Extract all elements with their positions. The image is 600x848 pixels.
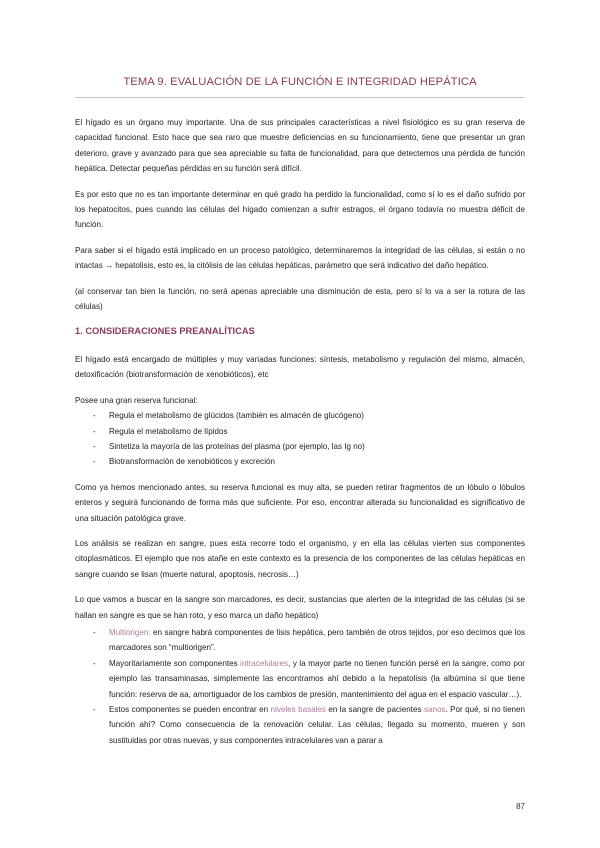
list-item-text: . Por qué, si no tienen función ahí? Como consecuencia de la renovación celular. Las células, llegado su momento, mueren y son sustituidas por otras nuevas, y sus componentes intracelulares van a parar a (109, 705, 525, 745)
list-item: - Regula el metabolismo de lípidos (95, 424, 525, 439)
page-number: 87 (516, 802, 525, 811)
list-item (95, 625, 525, 656)
list-item-text: Mayoritariamente son componentes (109, 658, 241, 668)
paragraph-intro-3: Para saber si el hígado está implicado en un proceso patológico, determinaremos la integridad de las células, si están o no intactas → hepatolisis, esto es, la citólisis de las células hepáticas, parámetro que será indicativo del daño hepático. (75, 245, 525, 271)
highlight-sanos: sanos (423, 705, 446, 714)
list-item: - Sintetiza la mayoría de las proteínas del plasma (por ejemplo, las Ig no) (95, 439, 525, 454)
highlight-niveles-basales: niveles basales (270, 705, 326, 714)
list-item-text: en sangre habrá componentes de lisis hepática, pero también de otros tejidos, por eso decimos que los marcadores son “multiorigen”. (109, 627, 525, 653)
list-item-text: Estos componentes se pueden encontrar en (109, 705, 271, 714)
markers-list (75, 625, 525, 748)
document-body (75, 115, 525, 758)
paragraph-intro-2: Es por esto que no es tan importante determinar en qué grado ha perdido la funcionalidad, como sí lo es el daño sufrido por los hepatocitos, pues cuando las células del hígado comienzan a sufrir estragos, el órgano todavía no muestra déficit de función. (75, 189, 525, 230)
list-item (95, 656, 525, 702)
paragraph-intro-4: (al conservar tan bien la función, no será apenas apreciable una disminución de esta, pero sí lo va a ser la rotura de las células) (75, 286, 525, 312)
highlight-intracelulares: intracelulares (240, 658, 289, 668)
paragraph-markers: Lo que vamos a buscar en la sangre son marcadores, es decir, sustancias que alerten de la integridad de las células (si se hallan en sangre es que se han roto, y eso marca un daño hepático) (75, 595, 525, 620)
page-title: TEMA 9. EVALUACIÓN DE LA FUNCIÓN E INTEGRIDAD HEPÁTICA (123, 76, 477, 88)
list-item: - Biotransformación de xenobióticos y excreción (95, 454, 525, 469)
paragraph-functions: El hígado está encargado de múltiples y muy variadas funciones: síntesis, metabolismo y regulación del mismo, almacén, detoxificación (biotransformación de xenobióticos), etc (75, 354, 525, 380)
paragraph-blood-analysis: Los análisis se realizan en sangre, pues esta recorre todo el organismo, y en ella las células vierten sus componentes citoplasmáticos. El ejemplo que nos atañe en este contexto es la presencia de los componentes de las células hepáticas en sangre cuando se lisan (muerte natural, apoptosis, necrosis…) (75, 538, 525, 579)
list-item (95, 702, 525, 748)
paragraph-reserve: Como ya hemos mencionado antes, su reserva funcional es muy alta, se pueden retirar fragmentos de un lóbulo o lóbulos enteros y seguirá funcionando de forma más que suficiente. Por eso, encontrar alterada su funcionalidad es significativo de una situación patológica grave. (75, 482, 525, 523)
list-item-text: en la sangre de pacientes (325, 705, 424, 714)
list-intro: Posee una gran reserva funcional: (75, 395, 198, 405)
list-item-text: , y la mayor parte no tienen función persé en la sangre, como por ejemplo las transaminasas, simplemente las encontramos ahí debido a la hepatolisis (la albúmina sí que tiene función: reserva de aa, amortiguador de los cambios de presión, mantenimiento del agua en el espacio vascular…). (109, 658, 525, 699)
list-item: - Regula el metabolismo de glúcidos (también es almacén de glucógeno) (95, 408, 525, 423)
functions-list (75, 408, 525, 470)
highlight-multiorigen: Multiorigen: (109, 627, 151, 637)
title-divider (75, 97, 525, 98)
section-heading: 1. CONSIDERACIONES PREANALÍTICAS (75, 326, 255, 337)
paragraph-intro-1: El hígado es un órgano muy importante. Una de sus principales características a nivel fisiológico es su gran reserva de capacidad funcional. Esto hace que sea raro que muestre deficiencias en su funcionamiento, tiene que presentar un gran deterioro, grave y avanzado para que sea apreciable su falta de funcionalidad, para que detectemos una pérdida de función hepática. Detectar pequeñas pérdidas en su función será difícil. (75, 118, 525, 174)
